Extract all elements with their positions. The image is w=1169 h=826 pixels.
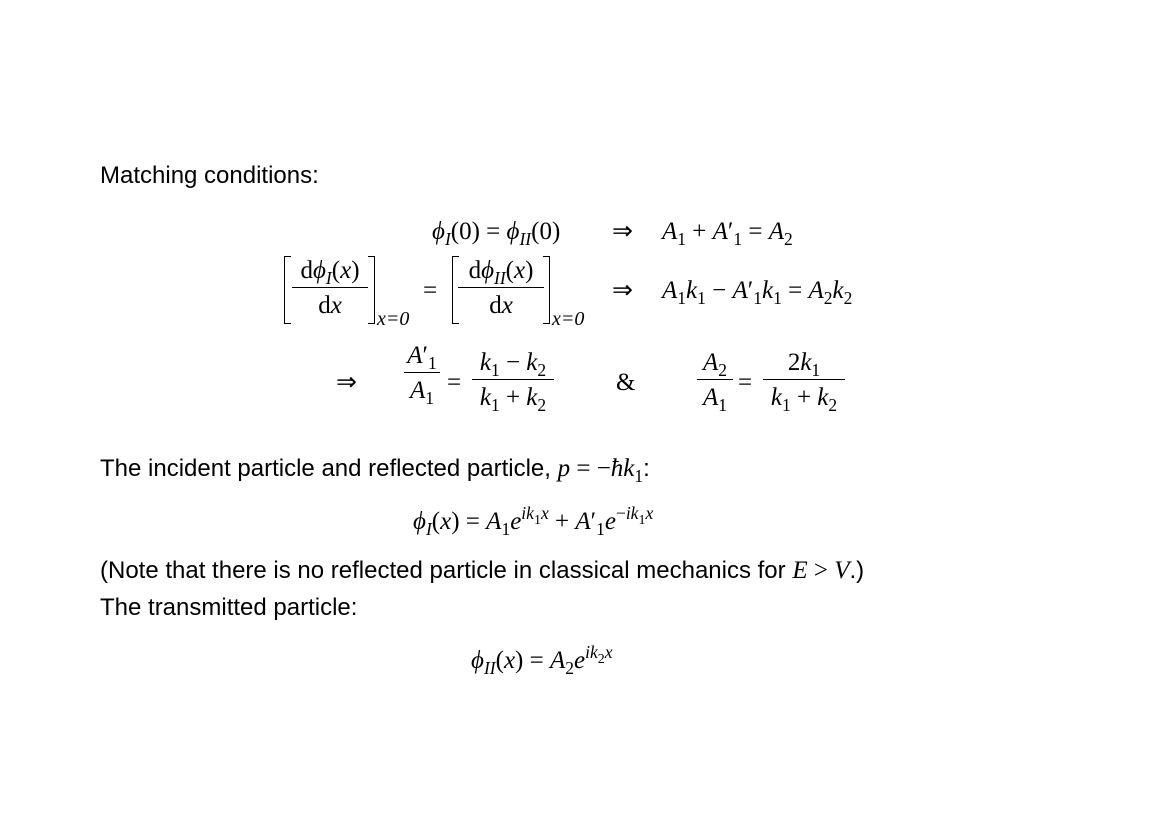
- incident-particle-text: [100, 455, 650, 487]
- derivative-fraction-2: $d\phi_{II}(x)$ dx: [458, 258, 544, 318]
- implies-symbol-2: ⇒: [612, 277, 633, 304]
- left-bracket-1: [284, 256, 291, 324]
- transmission-ratio-rhs: $2k_1$ $k_1 + k_2$: [763, 350, 845, 410]
- implies-symbol-3: ⇒: [336, 369, 357, 396]
- equation-amplitude-sum: $A_1 + A'_1 = A_2$: [662, 218, 793, 250]
- transmission-ratio-lhs: $A_2$ $A_1$: [697, 350, 733, 410]
- ampersand-symbol: &: [616, 369, 636, 396]
- equals-reflection: =: [447, 369, 462, 396]
- heading-matching-conditions: Matching conditions:: [100, 162, 319, 189]
- classical-note: [100, 558, 864, 583]
- equation-wavenumber-relation: $A_1k_1 - A'_1k_1 = A_2k_2$: [662, 277, 853, 309]
- energy-condition: E > V: [792, 557, 850, 584]
- evaluation-point-2: x=0: [552, 308, 585, 330]
- classical-note-end: .): [849, 557, 865, 584]
- incident-momentum: $p = -ħk_1$: [557, 455, 644, 487]
- right-bracket-2: [543, 256, 550, 324]
- evaluation-point-1: x=0: [377, 308, 410, 330]
- equals-transmission: =: [738, 369, 753, 396]
- implies-symbol-1: ⇒: [612, 218, 633, 245]
- reflection-ratio-rhs: $k_1 - k_2$ $k_1 + k_2$: [472, 350, 554, 410]
- transmitted-particle-text: The transmitted particle:: [100, 594, 358, 621]
- equation-region-one-wavefunction: $\phi_I(x) = A_1e^{ik_1x} + A'_1e^{-ik_1x}$: [413, 503, 654, 540]
- classical-note-label: (Note that there is no reflected particle in classical mechanics for: [100, 557, 793, 584]
- derivative-fraction-1: $d\phi_I(x)$ dx: [292, 258, 368, 318]
- incident-colon: :: [643, 455, 650, 482]
- right-bracket-1: [368, 256, 375, 324]
- equation-continuity: $\phi_I(0) = \phi_{II}(0)$: [432, 218, 561, 250]
- equals-derivative: =: [423, 277, 438, 304]
- incident-particle-label: The incident particle and reflected particle,: [100, 455, 558, 482]
- reflection-ratio-lhs: $A'_1$ $A_1$: [404, 343, 440, 403]
- equation-region-two-wavefunction: $\phi_{II}(x) = A_2e^{ik_2x}$: [471, 642, 613, 679]
